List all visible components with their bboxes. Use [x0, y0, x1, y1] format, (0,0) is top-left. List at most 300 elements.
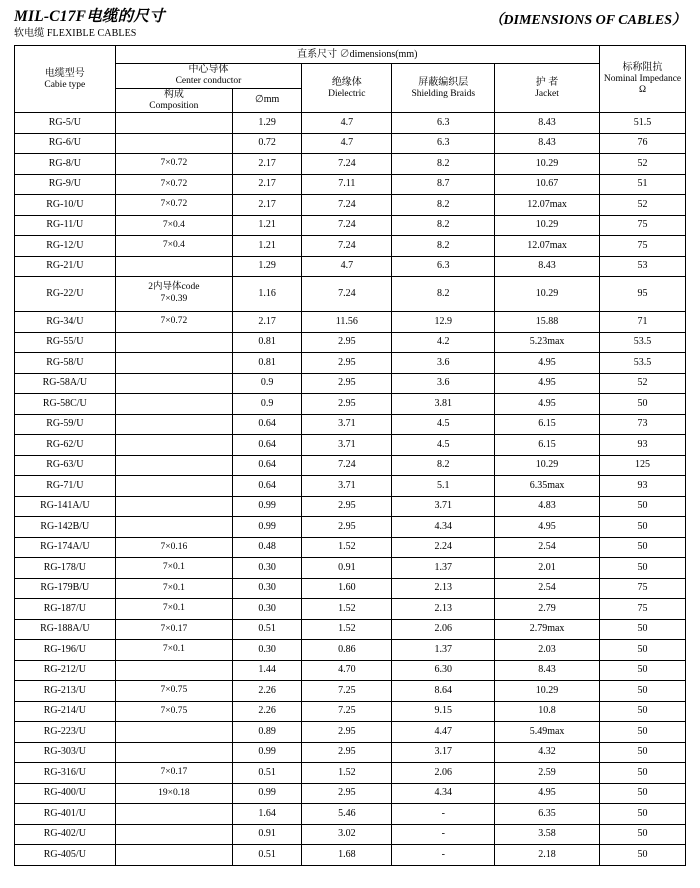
- cell-dielectric: 3.71: [302, 476, 392, 497]
- table-row: [15, 824, 686, 845]
- cell-diameter: 0.99: [233, 517, 302, 538]
- cell-shielding: 4.47: [392, 722, 495, 743]
- cell-dielectric: 2.95: [302, 394, 392, 415]
- cell-impedance: 50: [599, 824, 685, 845]
- cell-cable-type: RG-55/U: [15, 332, 116, 353]
- cell-cable-type: RG-178/U: [15, 558, 116, 579]
- cell-diameter: 2.17: [233, 312, 302, 333]
- document-subtitle: 软电缆 FLEXIBLE CABLES: [14, 27, 137, 39]
- cell-shielding: -: [392, 824, 495, 845]
- cell-dielectric: 0.86: [302, 640, 392, 661]
- cell-jacket: 5.23max: [495, 332, 600, 353]
- cell-diameter: 0.9: [233, 373, 302, 394]
- cell-dielectric: 4.70: [302, 660, 392, 681]
- cell-jacket: 10.29: [495, 154, 600, 175]
- column-header-jacket: [495, 64, 600, 113]
- cell-composition: 7×0.4: [115, 236, 232, 257]
- column-header-cable-type: [15, 46, 116, 113]
- cell-dielectric: 7.24: [302, 154, 392, 175]
- table-row: [15, 845, 686, 866]
- cell-composition: 7×0.75: [115, 701, 232, 722]
- table-row: [15, 681, 686, 702]
- cell-dielectric: 3.02: [302, 824, 392, 845]
- table-row: [15, 435, 686, 456]
- table-row: [15, 154, 686, 175]
- cell-impedance: 125: [599, 455, 685, 476]
- cell-diameter: 0.51: [233, 619, 302, 640]
- cell-dielectric: 7.24: [302, 455, 392, 476]
- cell-diameter: 0.99: [233, 742, 302, 763]
- cell-jacket: 2.54: [495, 578, 600, 599]
- cell-shielding: 2.06: [392, 763, 495, 784]
- cell-cable-type: RG-63/U: [15, 455, 116, 476]
- cell-cable-type: RG-188A/U: [15, 619, 116, 640]
- cell-cable-type: RG-179B/U: [15, 578, 116, 599]
- cell-impedance: 50: [599, 783, 685, 804]
- cell-composition: [115, 113, 232, 134]
- column-header-center-conductor-en: Center conductor: [175, 76, 242, 87]
- cell-jacket: 5.49max: [495, 722, 600, 743]
- table-row: [15, 660, 686, 681]
- cell-shielding: 8.2: [392, 455, 495, 476]
- cell-composition: 7×0.4: [115, 215, 232, 236]
- cell-composition: [115, 660, 232, 681]
- cell-impedance: 50: [599, 640, 685, 661]
- cell-diameter: 0.72: [233, 133, 302, 154]
- cell-jacket: 8.43: [495, 113, 600, 134]
- table-row: [15, 619, 686, 640]
- cell-impedance: 75: [599, 236, 685, 257]
- table-row: [15, 174, 686, 195]
- cell-shielding: 6.3: [392, 133, 495, 154]
- cell-shielding: 2.13: [392, 599, 495, 620]
- column-header-shielding: [392, 64, 495, 113]
- cell-impedance: 50: [599, 537, 685, 558]
- cell-shielding: 8.2: [392, 277, 495, 312]
- cell-diameter: 0.9: [233, 394, 302, 415]
- cell-jacket: 4.95: [495, 394, 600, 415]
- table-row: [15, 277, 686, 312]
- column-header-shielding-en: Shielding Braids: [411, 88, 476, 99]
- cell-composition: [115, 353, 232, 374]
- cell-jacket: 12.07max: [495, 236, 600, 257]
- cell-impedance: 52: [599, 373, 685, 394]
- cell-diameter: 0.30: [233, 578, 302, 599]
- column-header-composition-cn: 构成: [163, 88, 184, 100]
- column-header-cable-type-cn: 电缆型号: [44, 67, 85, 79]
- cell-composition: [115, 804, 232, 825]
- cell-dielectric: 2.95: [302, 517, 392, 538]
- table-header-row-center: [15, 64, 686, 88]
- cell-jacket: 8.43: [495, 256, 600, 277]
- cell-impedance: 75: [599, 215, 685, 236]
- cell-impedance: 52: [599, 154, 685, 175]
- cell-jacket: 2.54: [495, 537, 600, 558]
- cable-dimensions-table: [14, 45, 686, 865]
- cell-shielding: 4.5: [392, 435, 495, 456]
- cell-diameter: 0.51: [233, 763, 302, 784]
- cell-shielding: 6.3: [392, 113, 495, 134]
- cell-composition: 7×0.1: [115, 578, 232, 599]
- cell-cable-type: RG-223/U: [15, 722, 116, 743]
- cell-cable-type: RG-11/U: [15, 215, 116, 236]
- column-header-composition: [115, 88, 232, 112]
- cell-composition: [115, 476, 232, 497]
- cell-line: 2内导体code: [148, 282, 200, 293]
- cell-diameter: 0.64: [233, 414, 302, 435]
- cell-shielding: 8.7: [392, 174, 495, 195]
- cell-dielectric: 7.25: [302, 681, 392, 702]
- cell-composition: [115, 435, 232, 456]
- cell-dielectric: 2.95: [302, 353, 392, 374]
- cell-impedance: 95: [599, 277, 685, 312]
- document-title-english: （DIMENSIONS OF CABLES）: [489, 13, 686, 28]
- cell-jacket: 4.83: [495, 496, 600, 517]
- cell-impedance: 50: [599, 722, 685, 743]
- table-row: [15, 558, 686, 579]
- column-header-center-conductor: [115, 64, 302, 88]
- cell-jacket: 4.32: [495, 742, 600, 763]
- cell-dielectric: 3.71: [302, 435, 392, 456]
- cell-shielding: -: [392, 845, 495, 866]
- cell-composition: [115, 845, 232, 866]
- table-row: [15, 195, 686, 216]
- cell-dielectric: 0.91: [302, 558, 392, 579]
- cell-diameter: 0.30: [233, 640, 302, 661]
- cell-cable-type: RG-141A/U: [15, 496, 116, 517]
- cell-cable-type: RG-212/U: [15, 660, 116, 681]
- cell-diameter: 2.17: [233, 174, 302, 195]
- cell-dielectric: 2.95: [302, 783, 392, 804]
- cell-cable-type: RG-12/U: [15, 236, 116, 257]
- cell-diameter: 0.99: [233, 783, 302, 804]
- cell-cable-type: RG-58A/U: [15, 373, 116, 394]
- cell-jacket: 8.43: [495, 660, 600, 681]
- cell-jacket: 2.01: [495, 558, 600, 579]
- cell-impedance: 50: [599, 558, 685, 579]
- column-header-impedance-en-1: Nominal Impedance: [603, 73, 682, 84]
- cell-shielding: 3.6: [392, 373, 495, 394]
- cell-dielectric: 2.95: [302, 722, 392, 743]
- title-group: [14, 8, 165, 39]
- cell-diameter: 0.81: [233, 353, 302, 374]
- cell-jacket: 12.07max: [495, 195, 600, 216]
- cell-cable-type: RG-316/U: [15, 763, 116, 784]
- cell-dielectric: 7.24: [302, 277, 392, 312]
- cell-diameter: 0.81: [233, 332, 302, 353]
- cell-composition: [115, 742, 232, 763]
- cell-shielding: 6.30: [392, 660, 495, 681]
- cell-cable-type: RG-142B/U: [15, 517, 116, 538]
- cell-jacket: 2.79: [495, 599, 600, 620]
- cell-dielectric: 5.46: [302, 804, 392, 825]
- cell-line: 7×0.39: [160, 294, 188, 305]
- table-row: [15, 783, 686, 804]
- cell-dielectric: 7.11: [302, 174, 392, 195]
- cell-diameter: 1.44: [233, 660, 302, 681]
- cell-dielectric: 1.52: [302, 599, 392, 620]
- cell-shielding: 2.24: [392, 537, 495, 558]
- cell-dielectric: 1.52: [302, 537, 392, 558]
- cell-cable-type: RG-21/U: [15, 256, 116, 277]
- cell-jacket: 2.59: [495, 763, 600, 784]
- cell-dielectric: 7.25: [302, 701, 392, 722]
- table-row: [15, 215, 686, 236]
- cell-diameter: 0.64: [233, 476, 302, 497]
- cell-diameter: 1.64: [233, 804, 302, 825]
- cell-shielding: 2.13: [392, 578, 495, 599]
- cell-diameter: 0.89: [233, 722, 302, 743]
- table-head: [15, 46, 686, 113]
- cell-cable-type: RG-8/U: [15, 154, 116, 175]
- cell-impedance: 75: [599, 578, 685, 599]
- cell-impedance: 50: [599, 681, 685, 702]
- cell-impedance: 50: [599, 742, 685, 763]
- table-body: [15, 113, 686, 866]
- cell-impedance: 53.5: [599, 332, 685, 353]
- cell-jacket: 3.58: [495, 824, 600, 845]
- cell-impedance: 50: [599, 660, 685, 681]
- column-header-impedance-unit: Ω: [638, 85, 647, 96]
- cell-shielding: 6.3: [392, 256, 495, 277]
- cell-impedance: 50: [599, 804, 685, 825]
- cell-shielding: 8.64: [392, 681, 495, 702]
- cell-jacket: 6.35: [495, 804, 600, 825]
- cell-diameter: 1.29: [233, 113, 302, 134]
- table-row: [15, 133, 686, 154]
- cell-impedance: 51: [599, 174, 685, 195]
- cell-composition: [115, 332, 232, 353]
- cell-impedance: 53: [599, 256, 685, 277]
- cell-impedance: 50: [599, 517, 685, 538]
- column-header-dimensions-group: 直系尺寸 ∅dimensions(mm): [115, 46, 599, 64]
- cell-impedance: 76: [599, 133, 685, 154]
- table-row: [15, 312, 686, 333]
- document-title: MIL-C17F电缆的尺寸: [14, 8, 165, 25]
- table-row: [15, 517, 686, 538]
- cell-diameter: 0.91: [233, 824, 302, 845]
- cell-impedance: 71: [599, 312, 685, 333]
- cell-cable-type: RG-59/U: [15, 414, 116, 435]
- cell-composition: 7×0.17: [115, 619, 232, 640]
- cell-dielectric: 2.95: [302, 742, 392, 763]
- cell-jacket: 10.29: [495, 215, 600, 236]
- cell-dielectric: 1.52: [302, 619, 392, 640]
- cell-diameter: 1.21: [233, 215, 302, 236]
- cell-diameter: 2.17: [233, 195, 302, 216]
- cell-diameter: 0.48: [233, 537, 302, 558]
- table-row: [15, 332, 686, 353]
- table-row: [15, 742, 686, 763]
- cell-cable-type: RG-62/U: [15, 435, 116, 456]
- cell-cable-type: RG-58/U: [15, 353, 116, 374]
- cell-cable-type: RG-71/U: [15, 476, 116, 497]
- cell-composition: [115, 517, 232, 538]
- cell-diameter: 1.21: [233, 236, 302, 257]
- cell-composition: [115, 414, 232, 435]
- cell-composition: [115, 455, 232, 476]
- cell-jacket: 2.18: [495, 845, 600, 866]
- table-row: [15, 113, 686, 134]
- table-row: [15, 414, 686, 435]
- cell-impedance: 50: [599, 619, 685, 640]
- table-row: [15, 256, 686, 277]
- cell-impedance: 51.5: [599, 113, 685, 134]
- cell-diameter: 1.29: [233, 256, 302, 277]
- cell-cable-type: RG-6/U: [15, 133, 116, 154]
- cell-shielding: 4.2: [392, 332, 495, 353]
- cell-impedance: 50: [599, 845, 685, 866]
- cell-jacket: 8.43: [495, 133, 600, 154]
- cell-cable-type: RG-9/U: [15, 174, 116, 195]
- cell-shielding: 3.71: [392, 496, 495, 517]
- cell-impedance: 50: [599, 701, 685, 722]
- column-header-dielectric-en: Dielectric: [328, 88, 366, 99]
- cell-jacket: 2.79max: [495, 619, 600, 640]
- cell-jacket: 6.35max: [495, 476, 600, 497]
- table-row: [15, 394, 686, 415]
- column-header-jacket-en: Jacket: [535, 88, 559, 99]
- cell-composition: [115, 277, 232, 312]
- cell-impedance: 50: [599, 394, 685, 415]
- cell-diameter: 0.99: [233, 496, 302, 517]
- cell-impedance: 53.5: [599, 353, 685, 374]
- column-header-impedance-cn: 标称阻抗: [622, 61, 663, 73]
- cell-dielectric: 7.24: [302, 195, 392, 216]
- cell-shielding: 8.2: [392, 195, 495, 216]
- table-row: [15, 476, 686, 497]
- cell-cable-type: RG-187/U: [15, 599, 116, 620]
- cell-composition: [115, 256, 232, 277]
- table-row: [15, 373, 686, 394]
- cell-diameter: 0.64: [233, 455, 302, 476]
- cell-cable-type: RG-34/U: [15, 312, 116, 333]
- column-header-shielding-cn: 屏蔽编织层: [418, 76, 469, 88]
- cell-shielding: 8.2: [392, 215, 495, 236]
- cell-diameter: 0.30: [233, 558, 302, 579]
- table-row: [15, 496, 686, 517]
- table-row: [15, 236, 686, 257]
- table-row: [15, 353, 686, 374]
- cell-shielding: 12.9: [392, 312, 495, 333]
- cell-diameter: 0.30: [233, 599, 302, 620]
- cell-cable-type: RG-213/U: [15, 681, 116, 702]
- cell-dielectric: 2.95: [302, 332, 392, 353]
- cell-impedance: 93: [599, 435, 685, 456]
- cell-dielectric: 1.52: [302, 763, 392, 784]
- cell-cable-type: RG-196/U: [15, 640, 116, 661]
- cell-shielding: 1.37: [392, 640, 495, 661]
- cell-impedance: 50: [599, 496, 685, 517]
- cell-diameter: 2.17: [233, 154, 302, 175]
- table-row: [15, 763, 686, 784]
- table-row: [15, 599, 686, 620]
- cell-composition: 7×0.72: [115, 312, 232, 333]
- cell-cable-type: RG-405/U: [15, 845, 116, 866]
- cell-composition: [115, 496, 232, 517]
- cell-cable-type: RG-10/U: [15, 195, 116, 216]
- cell-dielectric: 4.7: [302, 133, 392, 154]
- column-header-composition-en: Composition: [149, 100, 199, 111]
- cell-impedance: 73: [599, 414, 685, 435]
- cell-shielding: 2.06: [392, 619, 495, 640]
- cell-composition: 7×0.72: [115, 174, 232, 195]
- cell-jacket: 2.03: [495, 640, 600, 661]
- cell-dielectric: 2.95: [302, 496, 392, 517]
- table-row: [15, 804, 686, 825]
- cell-cable-type: RG-58C/U: [15, 394, 116, 415]
- column-header-cable-type-en: Cabie type: [44, 79, 86, 90]
- cell-dielectric: 2.95: [302, 373, 392, 394]
- cell-cable-type: RG-401/U: [15, 804, 116, 825]
- cell-cable-type: RG-214/U: [15, 701, 116, 722]
- table-row: [15, 722, 686, 743]
- cell-composition: [115, 133, 232, 154]
- cell-impedance: 75: [599, 599, 685, 620]
- cell-composition: 7×0.17: [115, 763, 232, 784]
- cell-cable-type: RG-22/U: [15, 277, 116, 312]
- cell-diameter: 0.51: [233, 845, 302, 866]
- cell-cable-type: RG-400/U: [15, 783, 116, 804]
- cell-dielectric: 4.7: [302, 256, 392, 277]
- cell-jacket: 10.29: [495, 455, 600, 476]
- column-header-dielectric-cn: 绝缘体: [331, 76, 362, 88]
- cell-dielectric: 4.7: [302, 113, 392, 134]
- cell-cable-type: RG-5/U: [15, 113, 116, 134]
- cell-jacket: 10.29: [495, 681, 600, 702]
- table-row: [15, 455, 686, 476]
- table-row: [15, 578, 686, 599]
- cell-jacket: 6.15: [495, 435, 600, 456]
- cell-composition: 7×0.16: [115, 537, 232, 558]
- cell-shielding: 4.5: [392, 414, 495, 435]
- document-header: [14, 8, 686, 39]
- cell-diameter: 1.16: [233, 277, 302, 312]
- cell-composition: 7×0.1: [115, 599, 232, 620]
- cell-shielding: 8.2: [392, 154, 495, 175]
- table-row: [15, 701, 686, 722]
- table-row: [15, 640, 686, 661]
- cell-impedance: 52: [599, 195, 685, 216]
- cell-jacket: 4.95: [495, 783, 600, 804]
- cell-shielding: 3.6: [392, 353, 495, 374]
- cell-dielectric: 1.68: [302, 845, 392, 866]
- cell-jacket: 4.95: [495, 517, 600, 538]
- cell-composition: 7×0.72: [115, 154, 232, 175]
- cell-jacket: 6.15: [495, 414, 600, 435]
- cell-dielectric: 7.24: [302, 236, 392, 257]
- cell-cable-type: RG-402/U: [15, 824, 116, 845]
- cell-shielding: 8.2: [392, 236, 495, 257]
- cell-composition: 19×0.18: [115, 783, 232, 804]
- cell-diameter: 0.64: [233, 435, 302, 456]
- cell-diameter: 2.26: [233, 701, 302, 722]
- cell-cable-type: RG-303/U: [15, 742, 116, 763]
- cell-shielding: 9.15: [392, 701, 495, 722]
- column-header-diameter: ∅mm: [233, 88, 302, 112]
- cell-shielding: 1.37: [392, 558, 495, 579]
- cell-dielectric: 7.24: [302, 215, 392, 236]
- cell-shielding: 4.34: [392, 517, 495, 538]
- cell-composition: 7×0.1: [115, 640, 232, 661]
- table-row: [15, 537, 686, 558]
- cell-shielding: 5.1: [392, 476, 495, 497]
- cell-shielding: -: [392, 804, 495, 825]
- column-header-center-conductor-cn: 中心导体: [188, 64, 229, 76]
- cell-jacket: 15.88: [495, 312, 600, 333]
- cell-dielectric: 1.60: [302, 578, 392, 599]
- cell-shielding: 4.34: [392, 783, 495, 804]
